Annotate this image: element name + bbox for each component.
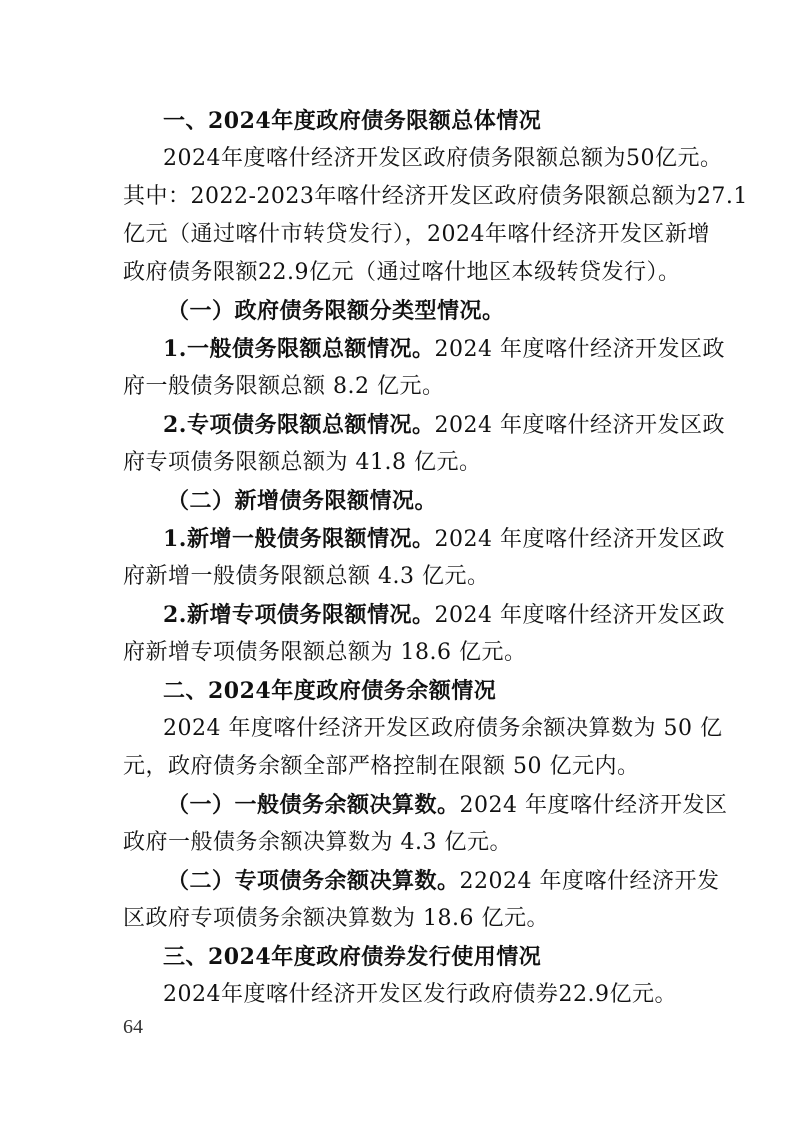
- subsection-heading: （二）新增债务限额情况。: [167, 488, 438, 514]
- paragraph-line: 区政府专项债务余额决算数为 18.6 亿元。: [123, 906, 549, 931]
- section-heading-1: 一、2024年度政府债务限额总体情况: [163, 108, 542, 134]
- inline-heading: 2.新增专项债务限额情况。: [163, 602, 435, 628]
- paragraph-line: 府专项债务限额总额为 41.8 亿元。: [123, 450, 482, 475]
- paragraph-line: 亿元（通过喀什市转贷发行），2024年喀什经济开发区新增: [123, 222, 710, 247]
- inline-text: 22024 年度喀什经济开发: [459, 869, 720, 894]
- paragraph-line: 府新增专项债务限额总额为 18.6 亿元。: [123, 640, 527, 665]
- subsection-heading: （一）政府债务限额分类型情况。: [167, 298, 505, 324]
- paragraph-line: 2024年度喀什经济开发区政府债务限额总额为50亿元。: [163, 146, 723, 171]
- paragraph-line: 其中：2022-2023年喀什经济开发区政府债务限额总额为27.1: [123, 184, 748, 209]
- inline-text: 2024 年度喀什经济开发区政: [434, 527, 725, 552]
- section-heading-2: 二、2024年度政府债务余额情况: [163, 678, 497, 704]
- page-number: 64: [123, 1016, 143, 1038]
- paragraph-line: 政府债务限额22.9亿元（通过喀什地区本级转贷发行）。: [123, 260, 681, 285]
- paragraph-line: [123, 786, 728, 824]
- inline-text: 2024 年度喀什经济开发区政: [434, 413, 725, 438]
- paragraph-line: [123, 596, 725, 634]
- document-body: [123, 102, 748, 1014]
- inline-heading: 1.新增一般债务限额情况。: [163, 526, 435, 552]
- inline-text: 2024 年度喀什经济开发区政: [434, 337, 725, 362]
- paragraph-line: 政府一般债务余额决算数为 4.3 亿元。: [123, 830, 512, 855]
- inline-heading: （二）专项债务余额决算数。: [167, 868, 460, 894]
- inline-text: 2024 年度喀什经济开发区政: [434, 603, 725, 628]
- inline-heading: 2.专项债务限额总额情况。: [163, 412, 435, 438]
- paragraph-line: [123, 406, 725, 444]
- paragraph-line: 2024年度喀什经济开发区发行政府债券22.9亿元。: [163, 982, 677, 1007]
- paragraph-line: [123, 520, 725, 558]
- section-heading-3: 三、2024年度政府债券发行使用情况: [163, 944, 542, 970]
- paragraph-line: 2024 年度喀什经济开发区政府债务余额决算数为 50 亿: [163, 716, 723, 741]
- paragraph-line: 元，政府债务余额全部严格控制在限额 50 亿元内。: [123, 754, 640, 779]
- paragraph-line: [123, 330, 725, 368]
- paragraph-line: 府新增一般债务限额总额 4.3 亿元。: [123, 564, 490, 589]
- paragraph-line: [123, 862, 720, 900]
- inline-text: 2024 年度喀什经济开发区: [459, 793, 728, 818]
- inline-heading: 1.一般债务限额总额情况。: [163, 336, 435, 362]
- paragraph-line: 府一般债务限额总额 8.2 亿元。: [123, 374, 445, 399]
- inline-heading: （一）一般债务余额决算数。: [167, 792, 460, 818]
